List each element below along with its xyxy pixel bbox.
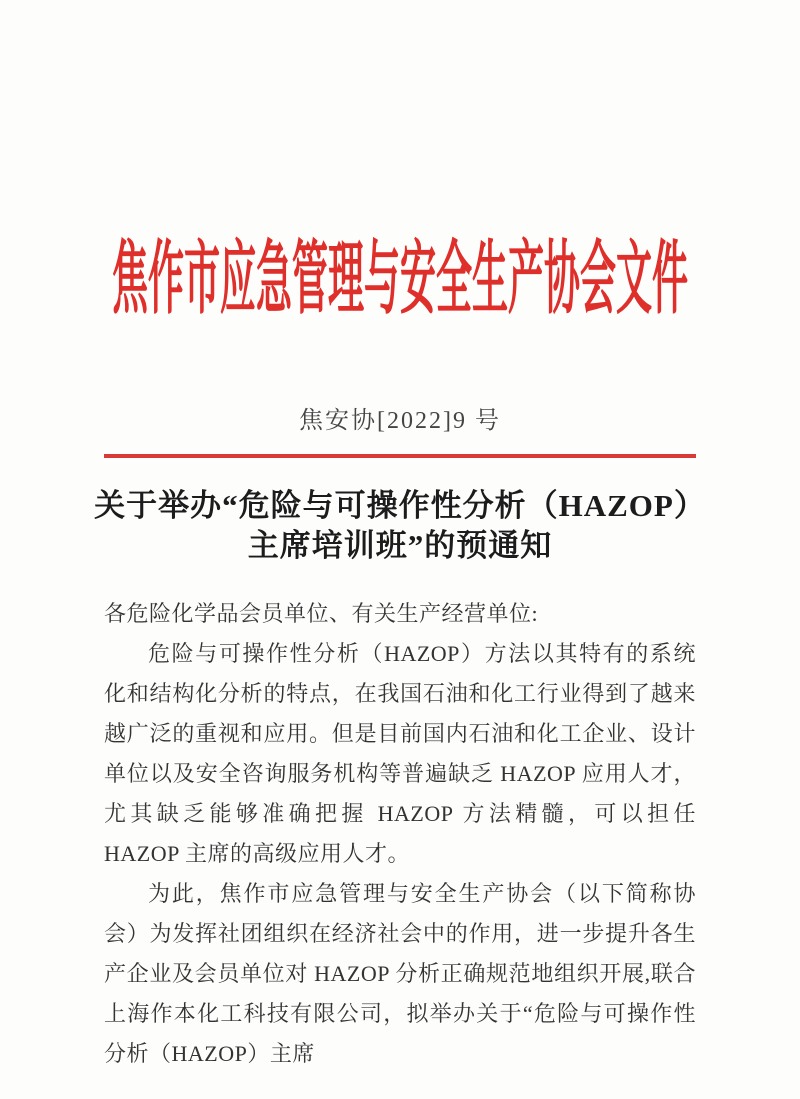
document-title	[60, 486, 740, 566]
document-title-line2: 主席培训班”的预通知	[247, 528, 553, 563]
document-body	[104, 594, 696, 1074]
body-paragraph-1: 危险与可操作性分析（HAZOP）方法以其特有的系统化和结构化分析的特点，在我国石油和化工行业得到了越来越广泛的重视和应用。但是目前国内石油和化工企业、设计单位以及安全咨询服务机构等普遍缺乏 HAZOP 应用人才，尤其缺乏能够准确把握 HAZOP 方法精髓，可以担任 HAZOP 主席的高级应用人才。	[104, 641, 696, 866]
document-reference-number: 焦安协[2022]9 号	[299, 408, 501, 434]
red-header-org-title: 焦作市应急管理与安全生产协会文件	[112, 236, 688, 324]
red-divider-line	[104, 454, 696, 458]
body-paragraph-2: 为此，焦作市应急管理与安全生产协会（以下简称协会）为发挥社团组织在经济社会中的作用，进一步提升各生产企业及会员单位对 HAZOP 分析正确规范地组织开展,联合上海作本化工科技有限公司，拟举办关于“危险与可操作性分析（HAZOP）主席	[104, 881, 696, 1066]
red-header-row	[0, 232, 800, 328]
salutation-line: 各危险化学品会员单位、有关生产经营单位:	[104, 601, 539, 626]
document-title-line1: 关于举办“危险与可操作性分析（HAZOP）	[94, 488, 706, 523]
